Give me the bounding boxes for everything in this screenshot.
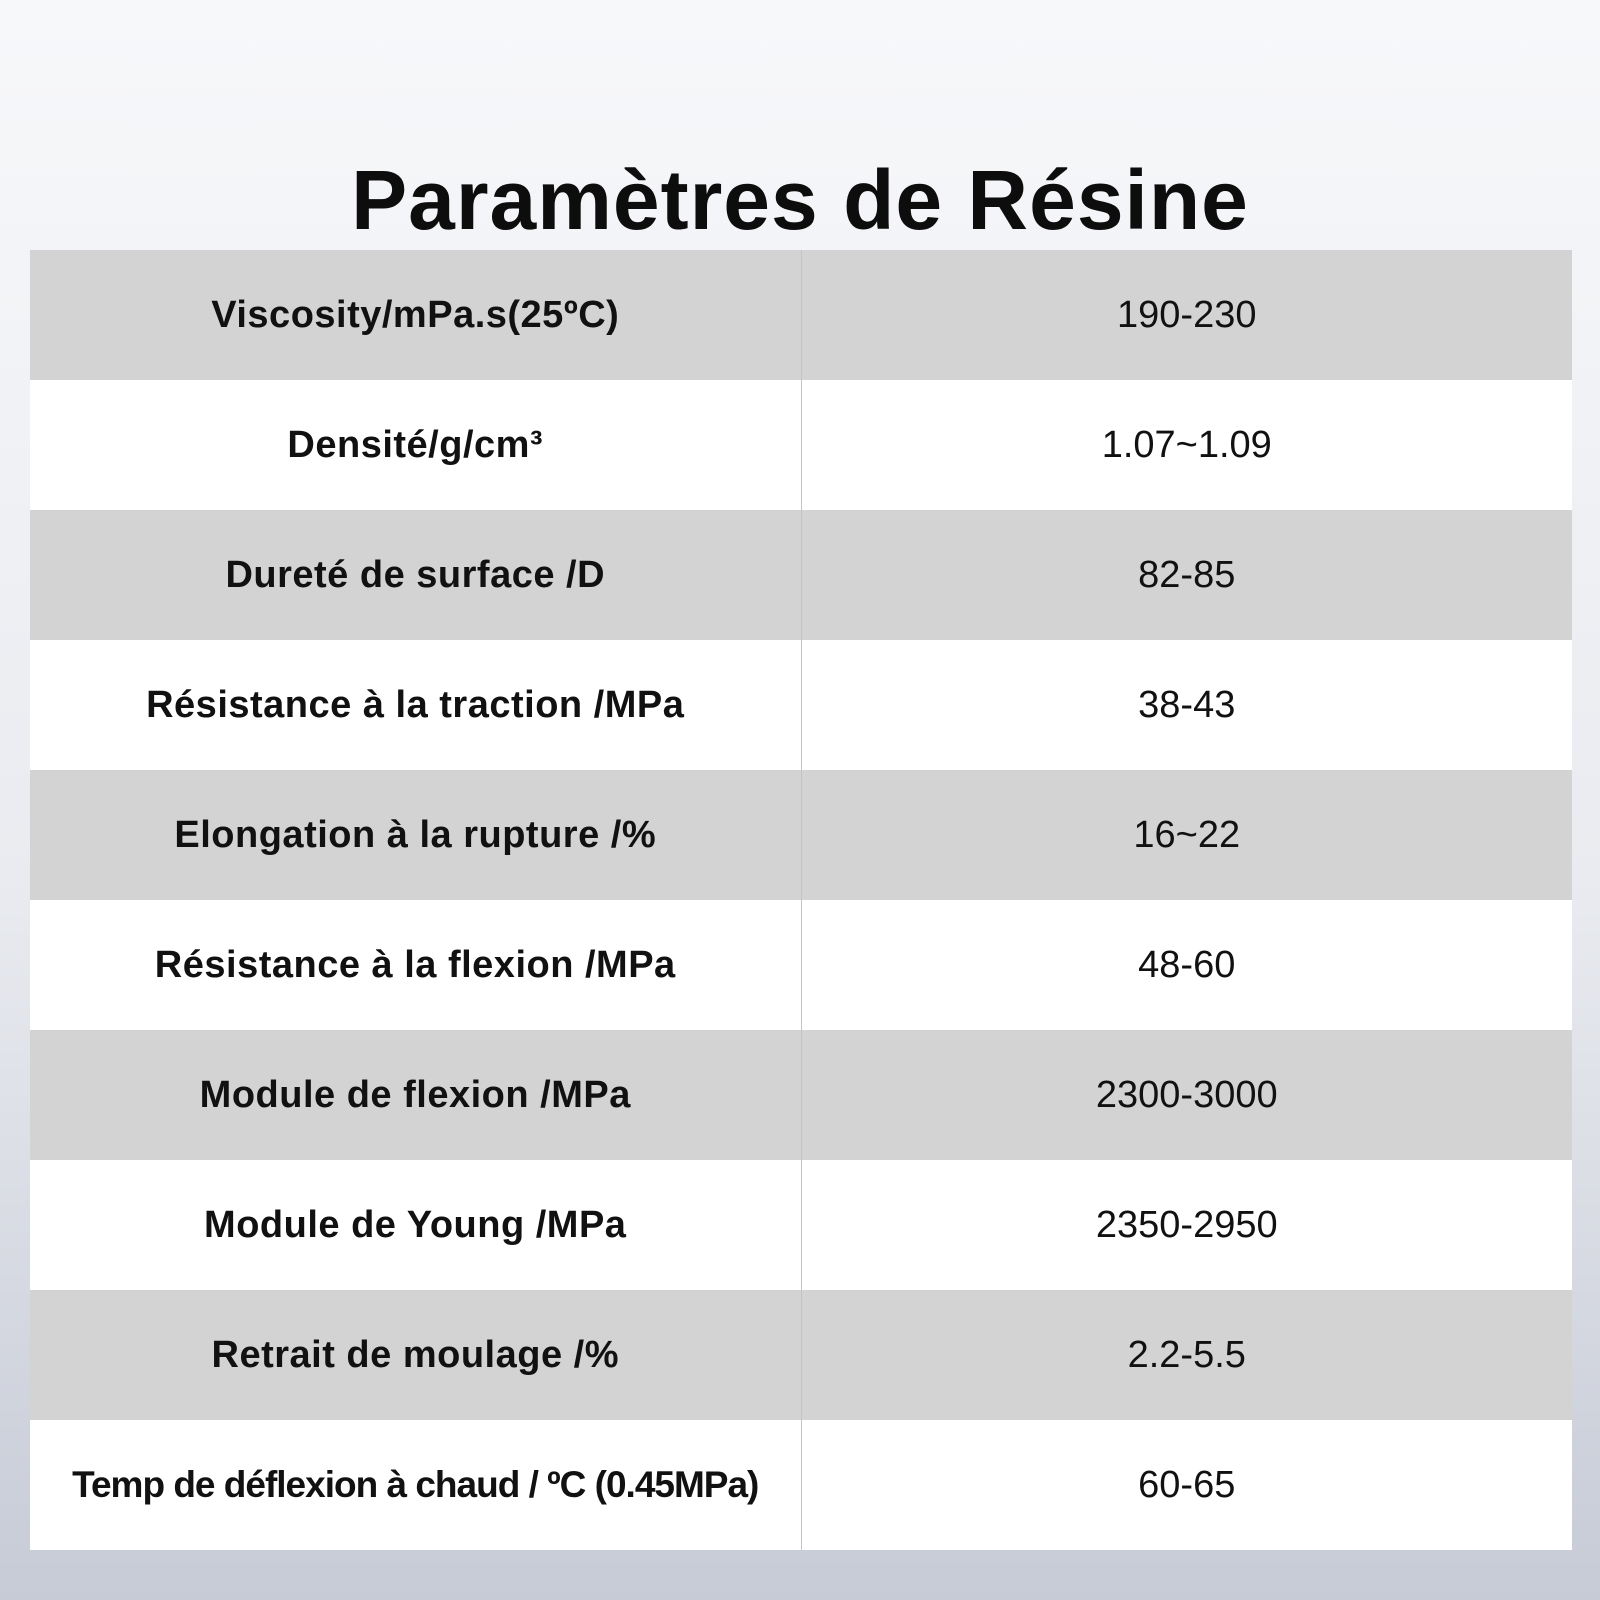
value-cell: 82-85: [801, 510, 1572, 640]
value-cell: 48-60: [801, 900, 1572, 1030]
table-row: [30, 1030, 1572, 1160]
value-cell: 38-43: [801, 640, 1572, 770]
table-row: [30, 510, 1572, 640]
table-row: [30, 1420, 1572, 1550]
parameter-cell: Densité/g/cm³: [30, 380, 801, 510]
parameter-cell: Module de flexion /MPa: [30, 1030, 801, 1160]
table-row: [30, 770, 1572, 900]
parameter-cell: Résistance à la traction /MPa: [30, 640, 801, 770]
value-cell: 60-65: [801, 1420, 1572, 1550]
page-title: Paramètres de Résine: [351, 153, 1249, 248]
value-cell: 16~22: [801, 770, 1572, 900]
value-cell: 2.2-5.5: [801, 1290, 1572, 1420]
parameter-cell: Retrait de moulage /%: [30, 1290, 801, 1420]
value-cell: 2350-2950: [801, 1160, 1572, 1290]
table-row: [30, 640, 1572, 770]
table-row: [30, 380, 1572, 510]
table-row: [30, 900, 1572, 1030]
parameter-cell: Elongation à la rupture /%: [30, 770, 801, 900]
parameter-cell: Résistance à la flexion /MPa: [30, 900, 801, 1030]
value-cell: 1.07~1.09: [801, 380, 1572, 510]
table-row: [30, 250, 1572, 380]
table-row: [30, 1160, 1572, 1290]
parameter-cell: Module de Young /MPa: [30, 1160, 801, 1290]
value-cell: 2300-3000: [801, 1030, 1572, 1160]
parameter-cell: Viscosity/mPa.s(25ºC): [30, 250, 801, 380]
value-cell: 190-230: [801, 250, 1572, 380]
parameter-cell: Dureté de surface /D: [30, 510, 801, 640]
parameter-cell: Temp de déflexion à chaud / ºC (0.45MPa): [30, 1420, 801, 1550]
resin-parameters-table: [30, 250, 1572, 1550]
table-row: [30, 1290, 1572, 1420]
